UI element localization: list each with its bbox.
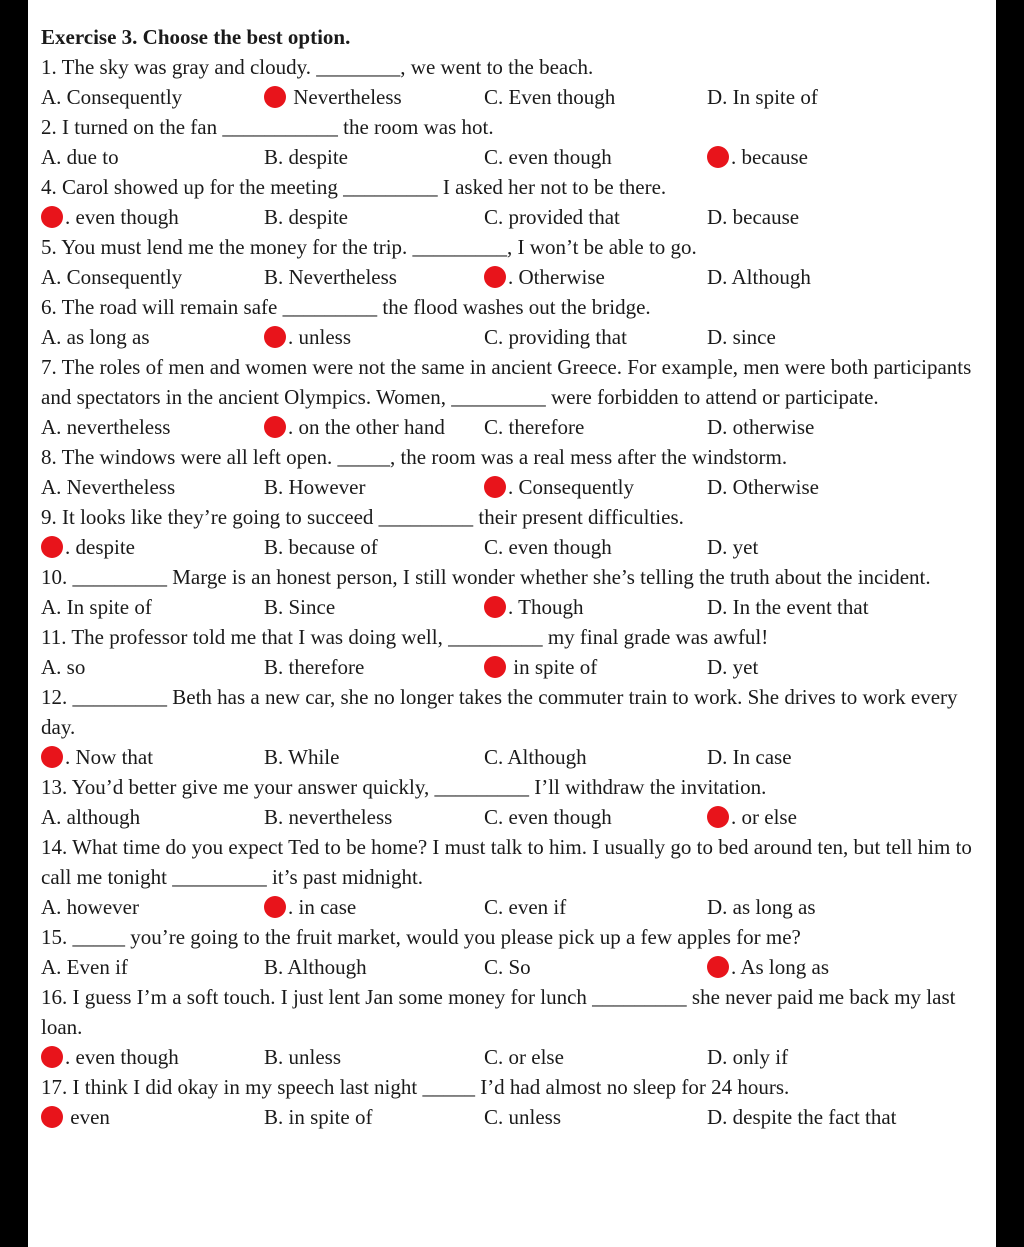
option-d[interactable]: D. yet [707, 655, 759, 679]
option-c[interactable]: C. providing that [484, 325, 627, 349]
options-row [41, 892, 993, 922]
options-row [41, 592, 993, 622]
answer-marker-dot [707, 806, 729, 828]
question [41, 112, 993, 172]
question-text: 15. _____ you’re going to the fruit market, would you please pick up a few apples for me? [41, 925, 801, 949]
answer-marker-dot [707, 956, 729, 978]
option-a[interactable]: A. nevertheless [41, 415, 171, 439]
option-a[interactable]: A. however [41, 895, 139, 919]
options-row [41, 262, 993, 292]
option-d[interactable]: . or else [707, 802, 797, 832]
option-b[interactable]: B. While [264, 745, 340, 769]
question [41, 832, 993, 922]
option-c[interactable]: C. provided that [484, 205, 620, 229]
question-text: 2. I turned on the fan ___________ the room was hot. [41, 115, 494, 139]
option-b[interactable]: . on the other hand [264, 412, 445, 442]
option-c[interactable]: C. therefore [484, 415, 585, 439]
option-a[interactable]: A. In spite of [41, 595, 152, 619]
option-d[interactable]: D. Although [707, 265, 811, 289]
question [41, 292, 993, 352]
option-b[interactable]: Nevertheless [264, 82, 402, 112]
option-c[interactable]: C. So [484, 955, 531, 979]
question-text: 17. I think I did okay in my speech last night _____ I’d had almost no sleep for 24 hours. [41, 1075, 790, 1099]
question [41, 442, 993, 502]
exercise-title: Exercise 3. Choose the best option. [41, 25, 351, 49]
option-d[interactable]: D. yet [707, 535, 759, 559]
option-c[interactable]: C. even though [484, 535, 612, 559]
option-c[interactable]: C. or else [484, 1045, 564, 1069]
option-c[interactable]: C. unless [484, 1105, 562, 1129]
option-d[interactable]: D. In the event that [707, 595, 869, 619]
question-text: 10. _________ Marge is an honest person, I still wonder whether she’s telling the truth about the incident. [41, 565, 931, 589]
option-b[interactable]: . in case [264, 892, 356, 922]
option-d[interactable]: D. since [707, 325, 776, 349]
option-b[interactable]: B. Although [264, 955, 367, 979]
options-row [41, 532, 993, 562]
option-a[interactable]: . even though [41, 202, 179, 232]
option-c[interactable]: C. even if [484, 895, 567, 919]
worksheet-page [28, 0, 996, 1247]
options-row [41, 652, 993, 682]
option-c[interactable]: C. Although [484, 745, 587, 769]
options-row [41, 322, 993, 352]
option-b[interactable]: B. therefore [264, 655, 365, 679]
options-row [41, 472, 993, 502]
options-row [41, 1102, 993, 1132]
question-text: 14. What time do you expect Ted to be home? I must talk to him. I usually go to bed around ten, but tell him to call me tonight _________ it’s past midnight. [41, 835, 972, 889]
answer-marker-dot [41, 1106, 63, 1128]
answer-marker-dot [707, 146, 729, 168]
option-a[interactable]: . even though [41, 1042, 179, 1072]
option-b[interactable]: B. However [264, 475, 366, 499]
option-a[interactable]: A. although [41, 805, 141, 829]
question [41, 562, 993, 622]
question-text: 16. I guess I’m a soft touch. I just lent Jan some money for lunch _________ she never paid me back my last loan. [41, 985, 956, 1039]
question [41, 922, 993, 982]
answer-marker-dot [264, 86, 286, 108]
option-d[interactable]: D. In spite of [707, 85, 818, 109]
question [41, 1072, 993, 1132]
option-c[interactable]: . Otherwise [484, 262, 605, 292]
answer-marker-dot [41, 206, 63, 228]
options-row [41, 142, 993, 172]
question-text: 1. The sky was gray and cloudy. ________, we went to the beach. [41, 55, 594, 79]
option-a[interactable]: A. due to [41, 145, 119, 169]
option-d[interactable]: D. In case [707, 745, 792, 769]
question-text: 11. The professor told me that I was doing well, _________ my final grade was awful! [41, 625, 769, 649]
option-a[interactable]: A. Even if [41, 955, 128, 979]
option-c[interactable]: C. even though [484, 805, 612, 829]
option-c[interactable]: in spite of [484, 652, 597, 682]
option-d[interactable]: D. otherwise [707, 415, 815, 439]
option-b[interactable]: B. Since [264, 595, 336, 619]
answer-marker-dot [264, 326, 286, 348]
option-d[interactable]: D. despite the fact that [707, 1105, 897, 1129]
question [41, 352, 993, 442]
option-b[interactable]: B. Nevertheless [264, 265, 397, 289]
answer-marker-dot [41, 1046, 63, 1068]
question [41, 982, 993, 1072]
option-b[interactable]: B. despite [264, 205, 348, 229]
options-row [41, 1042, 993, 1072]
option-d[interactable]: D. Otherwise [707, 475, 819, 499]
question [41, 682, 993, 772]
question [41, 232, 993, 292]
option-a[interactable]: A. Consequently [41, 265, 183, 289]
option-b[interactable]: B. nevertheless [264, 805, 393, 829]
option-b[interactable]: B. because of [264, 535, 378, 559]
question-text: 7. The roles of men and women were not the same in ancient Greece. For example, men were both participants and spectators in the ancient Olympics. Women, _________ were forbidden to attend or participate. [41, 355, 972, 409]
option-c[interactable]: . Consequently [484, 472, 634, 502]
worksheet-content [41, 22, 993, 1132]
option-b[interactable]: B. despite [264, 145, 348, 169]
option-b[interactable]: B. in spite of [264, 1105, 373, 1129]
option-b[interactable]: . unless [264, 322, 351, 352]
answer-marker-dot [264, 416, 286, 438]
options-row [41, 412, 993, 442]
option-d[interactable]: D. only if [707, 1045, 789, 1069]
answer-marker-dot [484, 656, 506, 678]
options-row [41, 742, 993, 772]
option-a[interactable]: . despite [41, 532, 135, 562]
answer-marker-dot [484, 266, 506, 288]
answer-marker-dot [41, 746, 63, 768]
answer-marker-dot [484, 596, 506, 618]
option-c[interactable]: C. even though [484, 145, 612, 169]
answer-marker-dot [264, 896, 286, 918]
question-text: 12. _________ Beth has a new car, she no longer takes the commuter train to work. She drives to work every day. [41, 685, 958, 739]
option-a[interactable]: even [41, 1102, 110, 1132]
option-d[interactable]: . As long as [707, 952, 829, 982]
question-text: 6. The road will remain safe _________ the flood washes out the bridge. [41, 295, 651, 319]
question [41, 172, 993, 232]
option-c[interactable]: C. Even though [484, 85, 616, 109]
option-d[interactable]: . because [707, 142, 808, 172]
answer-marker-dot [41, 536, 63, 558]
option-c[interactable]: . Though [484, 592, 583, 622]
option-d[interactable]: D. as long as [707, 895, 816, 919]
options-row [41, 802, 993, 832]
question [41, 52, 993, 112]
question-text: 5. You must lend me the money for the trip. _________, I won’t be able to go. [41, 235, 697, 259]
question [41, 772, 993, 832]
answer-marker-dot [484, 476, 506, 498]
question [41, 622, 993, 682]
question-text: 8. The windows were all left open. _____, the room was a real mess after the windstorm. [41, 445, 788, 469]
options-row [41, 82, 993, 112]
option-a[interactable]: A. so [41, 655, 86, 679]
question-text: 13. You’d better give me your answer quickly, _________ I’ll withdraw the invitation. [41, 775, 767, 799]
option-a[interactable]: . Now that [41, 742, 153, 772]
options-row [41, 202, 993, 232]
question-text: 4. Carol showed up for the meeting _________ I asked her not to be there. [41, 175, 667, 199]
question [41, 502, 993, 562]
option-b[interactable]: B. unless [264, 1045, 342, 1069]
question-text: 9. It looks like they’re going to succeed _________ their present difficulties. [41, 505, 684, 529]
option-a[interactable]: A. Nevertheless [41, 475, 176, 499]
options-row [41, 952, 993, 982]
option-a[interactable]: A. Consequently [41, 85, 183, 109]
option-a[interactable]: A. as long as [41, 325, 150, 349]
option-d[interactable]: D. because [707, 205, 800, 229]
